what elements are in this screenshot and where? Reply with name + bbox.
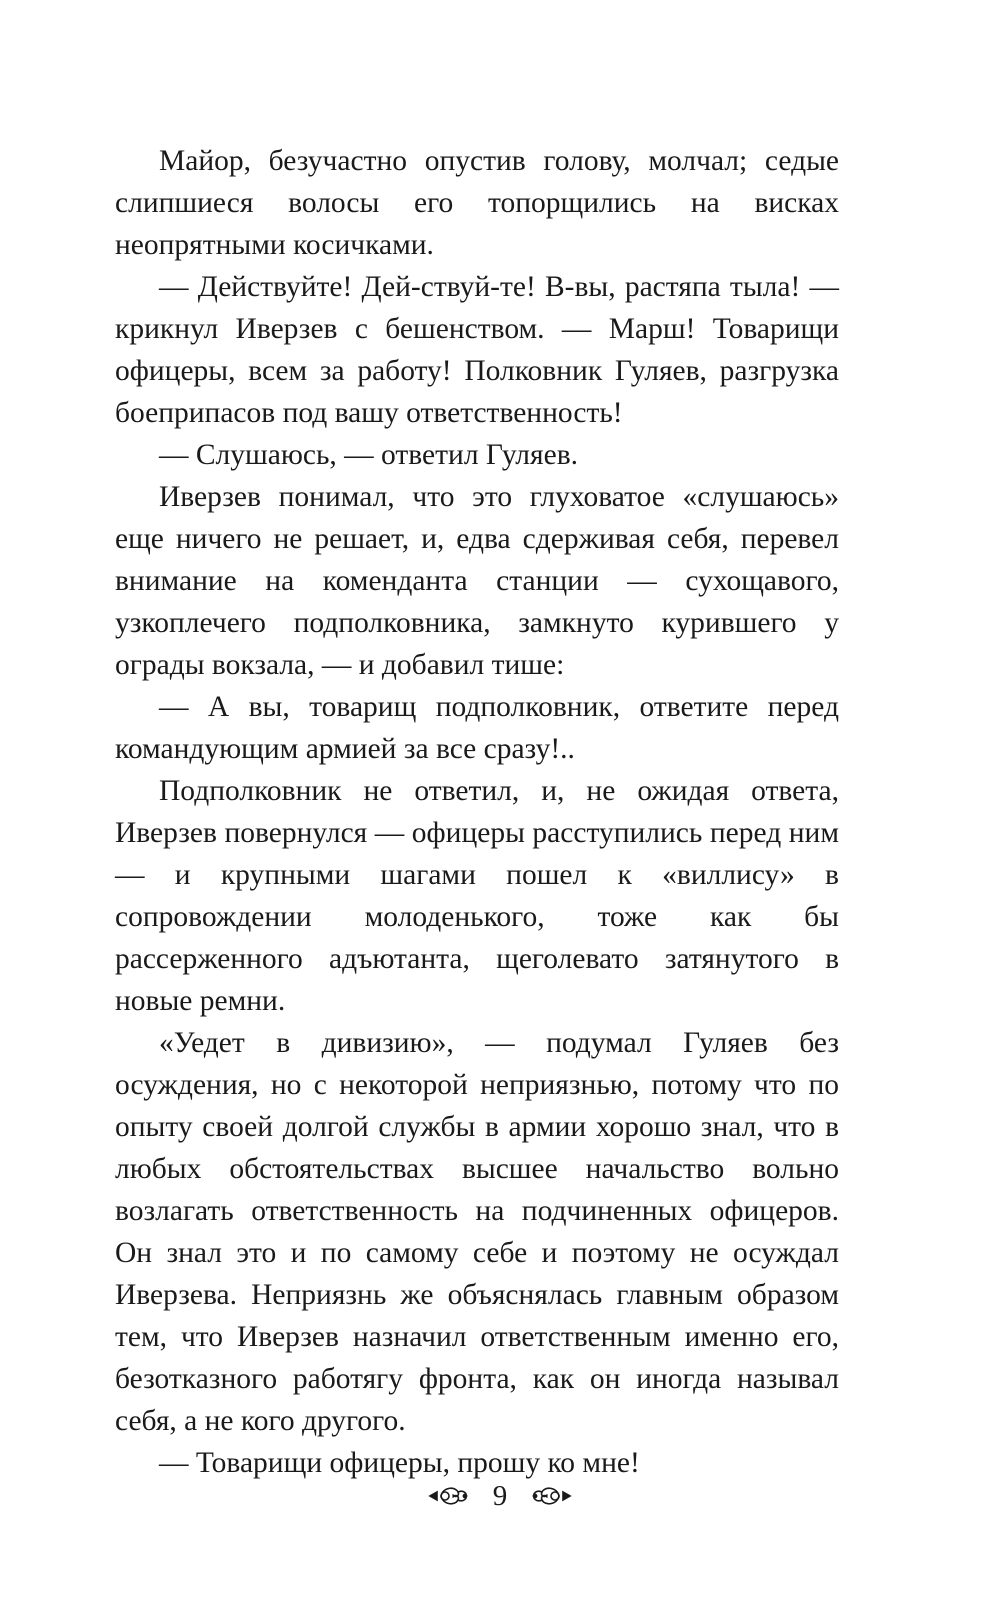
paragraph: Майор, безучастно опустив голову, молчал; седые слипшиеся волосы его топорщились на висках неопрятными косичками. [115,145,839,261]
paragraph: — Слушаюсь, — ответил Гуляев. [159,439,578,471]
paragraph: — А вы, товарищ подполковник, ответите перед командующим армией за все сразу!.. [115,691,839,765]
body-text [115,140,839,1484]
paragraph: Подполковник не ответил, и, не ожидая ответа, Иверзев повернулся — офицеры расступились перед ним — и крупными шагами пошел к «виллису» в сопровождении молоденького, тоже как бы рассерженного адъютанта, щеголевато затянутого в новые ремни. [115,775,839,1017]
paragraph: — Действуйте! Дей-ствуй-те! В-вы, растяпа тыла! — крикнул Иверзев с бешенством. — Марш! Товарищи офицеры, всем за работу! Полковник Гуляев, разгрузка боеприпасов под вашу ответственность! [115,271,839,429]
paragraph: — Товарищи офицеры, прошу ко мне! [159,1447,640,1479]
floral-ornament-icon [532,1483,572,1509]
page-footer [0,1476,1000,1516]
paragraph: «Уедет в дивизию», — подумал Гуляев без осуждения, но с некоторой неприязнью, потому что по опыту своей долгой службы в армии хорошо знал, что в любых обстоятельствах высшее начальство вольно возлагать ответственность на подчиненных офицеров. Он знал это и по самому себе и поэтому не осуждал Иверзева. Неприязнь же объяснялась главным образом тем, что Иверзев назначил ответственным именно его, безотказного работягу фронта, как он иногда называл себя, а не кого другого. [115,1027,839,1437]
page-number: 9 [492,1480,508,1512]
paragraph: Иверзев понимал, что это глуховатое «слушаюсь» еще ничего не решает, и, едва сдерживая себя, перевел внимание на коменданта станции — сухощавого, узкоплечего подполковника, замкнуто курившего у ограды вокзала, — и добавил тише: [115,481,839,681]
floral-ornament-icon [428,1483,468,1509]
